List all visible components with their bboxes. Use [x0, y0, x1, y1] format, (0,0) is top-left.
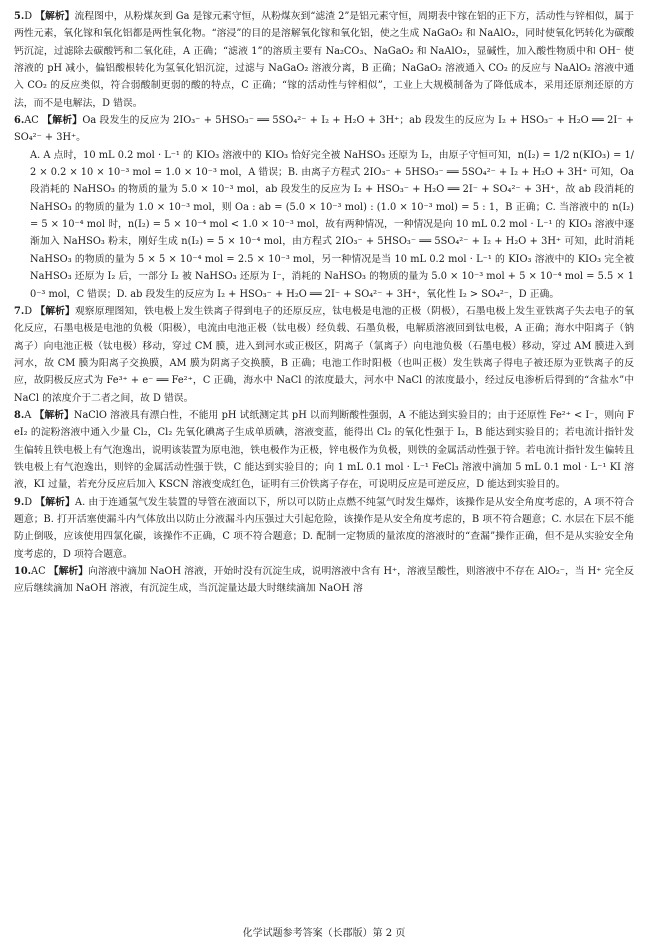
analysis-text: NaClO 溶液具有漂白性，不能用 pH 试纸测定其 pH 以而判断酸性强弱，A 不能达到实验目的；由于还原性 Fe²⁺ < I⁻，则向 FeI₂ 的淀粉溶液中通入少量 Cl₂，Cl₂ 先氧化碘离子生成单质碘，溶液变蓝，能得出 Cl₂ 的氧化性强于 I₂，B 能达到实验目的；若电流计指针发生偏转且铁电极上有气泡逸出，说明该装置为原电池，铁电极作为正极，锌电极作为负极，则铁的金属活动性强于锌。若电流计指针发生偏转且铁电极上有气泡逸出，则锌的金属活动性强于铁，C 能达到实验目的；向 1 mL 0.1 mol · L⁻¹ FeCl₃ 溶液中滴加 5 mL 0.1 mol · L⁻¹ KI 溶液，KI 过量，若充分反应后加入 KSCN 溶液变成红色，证明有三价铁离子存在，可说明反应是可逆反应，D 能达到实验目的。 — [14, 409, 634, 491]
question-10 — [14, 563, 634, 598]
question-7 — [14, 303, 634, 407]
question-8 — [14, 407, 634, 494]
answer-choice: D — [24, 305, 33, 317]
answer-choice: AC — [24, 115, 39, 127]
analysis-tag: 【解析】 — [34, 409, 74, 421]
question-number: 5. — [14, 11, 25, 22]
analysis-tag: 【解析】 — [42, 115, 83, 127]
analysis-text: A. 由于连通氢气发生装置的导管在液面以下，所以可以防止点燃不纯氢气时发生爆炸，该操作是从安全角度考虑的，A 项不符合题意；B. 打开活塞使漏斗内气体放出以防止分液漏斗内压强过大引起危险，该操作是从安全角度考虑的，B 项不符合题意；C. 水层在下层不能防止倒吸，应该使用四氯化碳，该操作不正确，C 项不符合题意；D. 配制一定物质的量浓度的溶液时的“查漏”操作正确，但不是从实验安全角度考虑的，D 项符合题意。 — [14, 496, 634, 560]
answer-choice: A — [24, 409, 32, 421]
question-number: 6. — [14, 115, 25, 127]
analysis-text: Oa 段发生的反应为 2IO₃⁻ + 5HSO₃⁻ ══ 5SO₄²⁻ + I₂ + H₂O + 3H⁺；ab 段发生的反应为 I₂ + HSO₃⁻ + H₂O ══ 2I⁻ + SO₄²⁻ + 3H⁺。 — [14, 115, 634, 144]
analysis-tag: 【解析】 — [35, 11, 75, 22]
question-number: 7. — [14, 305, 25, 317]
analysis-text: 观察原理图知，铁电极上发生铁离子得到电子的还原反应，钛电极是电池的正极（阴极），石墨电极上发生亚铁离子失去电子的氧化反应，石墨电极是电池的负极（阳极），电流由电池正极（钛电极）经负载、石墨负极，电解质溶液回到钛电极，A 正确；海水中阳离子（钠离子）向电池正极（钛电极）移动，穿过 CM 膜，进入到河水或正极区，阴离子（氯离子）向电池负极（石墨电极）移动，穿过 AM 膜进入到河水，故 CM 膜为阳离子交换膜，AM 膜为阴离子交换膜，B 正确；电池工作时阳极（也叫正极）发生铁离子得电子被还原为亚铁离子的反应，故阴极反应式为 Fe³⁺ + e⁻ ══ Fe²⁺，C 正确，海水中 NaCl 的浓度最大，河水中 NaCl 的浓度最小，经过反电渗析后得到的“含盐水”中 NaCl 的浓度介于二者之间，故 D 错误。 — [14, 305, 634, 404]
answer-choice: D — [24, 496, 33, 508]
question-number: 10. — [14, 566, 32, 577]
question-5 — [14, 8, 634, 112]
question-9 — [14, 494, 634, 563]
answer-choice: AC — [31, 566, 46, 577]
question-6-detail: A. A 点时，10 mL 0.2 mol · L⁻¹ 的 KIO₃ 溶液中的 KIO₃ 恰好完全被 NaHSO₃ 还原为 I₂，由原子守恒可知，n(I₂) = 1/2 n(KIO₃) = 1/2 × 0.2 × 10 × 10⁻³ mol = 1.0 × 10⁻³ mol，A 错误；B. 由离子方程式 2IO₃⁻ + 5HSO₃⁻ ══ 5SO₄²⁻ + I₂ + H₂O + 3H⁺ 可知，Oa 段消耗的 NaHSO₃ 的物质的量为 5.0 × 10⁻³ mol，ab 段发生的反应为 I₂ + HSO₃⁻ + H₂O ══ 2I⁻ + SO₄²⁻ + 3H⁺，故 ab 段消耗的 NaHSO₃ 的物质的量为 1.0 × 10⁻³ mol，则 Oa : ab = (5.0 × 10⁻³ mol) : (1.0 × 10⁻³ mol) = 5 : 1，B 正确；C. 当溶液中的 n(I₂) = 5 × 10⁻⁴ mol 时，n(I₂) = 5 × 10⁻⁴ mol < 1.0 × 10⁻³ mol，故有两种情况，一种情况是向 10 mL 0.2 mol · L⁻¹ 的 KIO₃ 溶液中逐渐加入 NaHSO₃ 粉末，刚好生成 n(I₂) = 5 × 10⁻⁴ mol，由方程式 2IO₃⁻ + 5HSO₃⁻ ══ 5SO₄²⁻ + I₂ + H₂O + 3H⁺ 可知，此时消耗 NaHSO₃ 的物质的量为 5 × 5 × 10⁻⁴ mol = 2.5 × 10⁻³ mol，另一种情况是当 10 mL 0.2 mol · L⁻¹ 的 KIO₃ 溶液中的 KIO₃ 完全被 NaHSO₃ 还原为 I₂ 后，一部分 I₂ 被 NaHSO₃ 还原为 I⁻，消耗的 NaHSO₃ 的物质的量为 5.0 × 10⁻³ mol + 5 × 10⁻⁴ mol = 5.5 × 10⁻³ mol，C 错误；D. ab 段发生的反应为 I₂ + HSO₃⁻ + H₂O ══ 2I⁻ + SO₄²⁻ + 3H⁺，氧化性 I₂ > SO₄²⁻，D 正确。 — [30, 149, 634, 300]
page-content — [14, 8, 634, 922]
analysis-tag: 【解析】 — [35, 496, 75, 508]
analysis-text: 流程图中，从粉煤灰到 Ga 是镓元素守恒，从粉煤灰到“滤渣 2”是铝元素守恒，周期表中镓在铝的正下方，活动性与锌相似，属于两性元素，氧化镓和氧化铝都是两性氧化物。“溶浸”的目的是溶解氧化镓和氧化铝，使之生成 NaGaO₂ 和 NaAlO₂，同时使氧化钙转化为碳酸钙沉淀，过滤除去碳酸钙和二氧化硅，A 正确；“滤液 1”的溶质主要有 Na₂CO₃、NaGaO₂ 和 NaAlO₂，显碱性，加入酸性物质中和 OH⁻ 使溶液的 pH 减小，偏铝酸根转化为氢氧化铝沉淀，过滤与 NaGaO₂ 溶液分离，B 正确；NaGaO₂ 溶液通入 CO₂ 的反应与 NaAlO₂ 溶液中通入 CO₂ 的反应类似，符合弱酸制更弱的酸的特点，C 正确；“镓的活动性与锌相似”，工业上大规模制备为了降低成本，采用还原剂还原的方法，而不是电解法，D 错误。 — [14, 11, 634, 109]
analysis-tag: 【解析】 — [48, 566, 89, 577]
answer-choice: D — [24, 11, 33, 22]
analysis-tag: 【解析】 — [35, 305, 75, 317]
analysis-text: 向溶液中滴加 NaOH 溶液，开始时没有沉淀生成，说明溶液中含有 H⁺，溶液呈酸性，则溶液中不存在 AlO₂⁻，当 H⁺ 完全反应后继续滴加 NaOH 溶液，有沉淀生成，当沉淀量达最大时继续滴加 NaOH 溶 — [14, 566, 634, 595]
question-number: 9. — [14, 496, 25, 508]
question-number: 8. — [14, 409, 25, 421]
page-footer: 化学试题参考答案（长郡版）第 2 页 — [242, 928, 406, 939]
question-6 — [14, 112, 634, 147]
